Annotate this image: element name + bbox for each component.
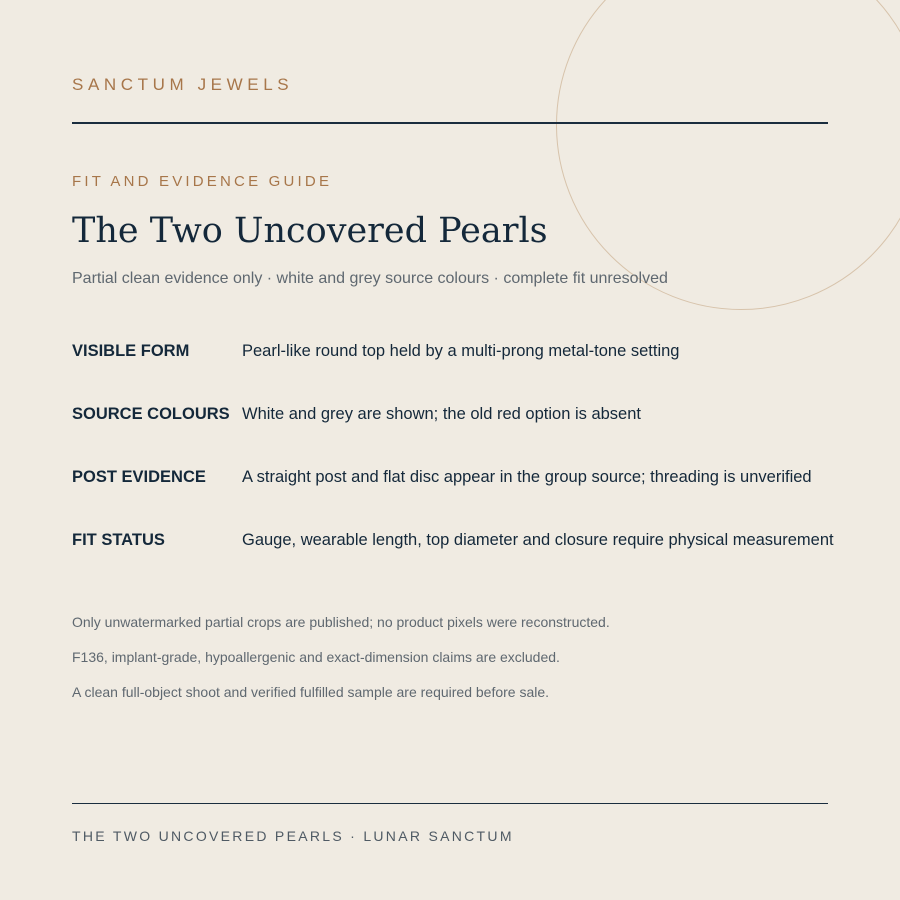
header-divider [72,122,828,124]
spec-row-visible-form [72,342,842,366]
spec-value: Pearl-like round top held by a multi-prong metal-tone setting [242,342,680,360]
disclaimer-note: A clean full-object shoot and verified fulfilled sample are required before sale. [72,684,550,700]
page-subtitle: Partial clean evidence only · white and grey source colours · complete fit unresolved [72,270,668,287]
spec-value: White and grey are shown; the old red option is absent [242,405,641,423]
spec-value: Gauge, wearable length, top diameter and closure require physical measurement [242,531,834,549]
spec-row-fit-status [72,531,842,555]
spec-label: POST EVIDENCE [72,468,206,486]
spec-value: A straight post and flat disc appear in the group source; threading is unverified [242,468,812,486]
page-title: The Two Uncovered Pearls [72,211,548,251]
footer-caption: THE TWO UNCOVERED PEARLS · LUNAR SANCTUM [72,828,514,844]
brand-name: SANCTUM JEWELS [72,75,294,94]
disclaimer-note: F136, implant-grade, hypoallergenic and exact-dimension claims are excluded. [72,649,560,665]
spec-label: SOURCE COLOURS [72,405,230,423]
footer-divider [72,803,828,804]
spec-label: FIT STATUS [72,531,165,549]
spec-row-post-evidence [72,468,842,492]
spec-label: VISIBLE FORM [72,342,190,360]
decorative-circle [556,0,900,310]
disclaimer-note: Only unwatermarked partial crops are published; no product pixels were reconstructed. [72,614,610,630]
section-eyebrow: FIT AND EVIDENCE GUIDE [72,173,333,190]
spec-row-source-colours [72,405,842,429]
